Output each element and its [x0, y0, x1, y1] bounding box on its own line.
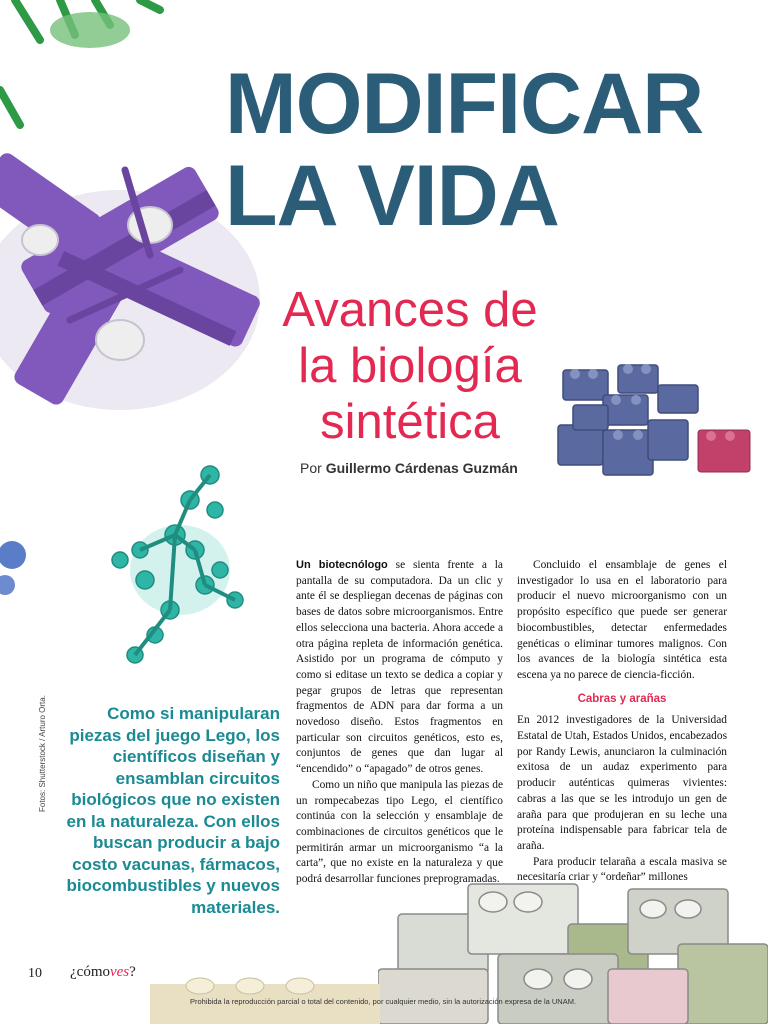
subtitle-line-3: sintética [320, 395, 500, 449]
byline-author: Guillermo Cárdenas Guzmán [325, 460, 518, 476]
pull-quote: Como si manipularan piezas del juego Lego, los científicos diseñan y ensamblan circuitos biológicos que no existen en la naturaleza. Con ellos buscan producir a bajo costo vacunas, fármacos, biocombustibles y nuevos materiales. [66, 704, 280, 917]
page-number: 10 [28, 966, 42, 981]
blue-bead-decoration [0, 535, 40, 605]
subtitle-line-2: la biología [298, 339, 522, 393]
magazine-suffix: ? [129, 964, 136, 980]
title-line-2: LA VIDA [225, 148, 559, 244]
paragraph-5: Para producir telaraña a escala masiva se necesitaría criar y “ordeñar” millones [517, 855, 727, 884]
body-column-1 [296, 558, 503, 888]
paragraph-4: En 2012 investigadores de la Universidad Estatal de Utah, Estados Unidos, encabezados por Randy Lewis, anunciaron la culminación exitosa de un audaz experimento para producir auténticas quimeras vivientes: cabras a las que se les introdujo un gen de araña para que produjeran en su leche una proteína indispensable para fabricar tela de araña. [517, 714, 727, 852]
photo-credit: Fotos: Shutterstock / Arturo Orta. [38, 695, 47, 812]
lead-in: Un biotecnólogo [296, 559, 388, 571]
teal-molecule-illustration [95, 450, 255, 680]
byline-prefix: Por [300, 460, 322, 476]
title-line-1: MODIFICAR [225, 56, 704, 152]
magazine-name [70, 964, 136, 981]
paragraph-2: Como un niño que manipula las piezas de un rompecabezas tipo Lego, el científico continúa con la selección y ensamblaje de combinaciones de circuitos genéticos que le permitirán armar un microorganismo “a la carta”, que no existe en la naturaleza y que podrá desarrollar funciones preprogramadas. [296, 778, 503, 886]
section-subhead: Cabras y arañas [577, 692, 667, 705]
byline [300, 460, 540, 476]
subtitle-line-1: Avances de [282, 283, 538, 337]
magazine-accent: ves [109, 964, 130, 980]
paragraph-3: Concluido el ensamblaje de genes el investigador lo usa en el laboratorio para producir el nuevo microorganismo con un propósito específico que puede ser generar biocombustibles, detectar enfermedades genéticas o eliminar tumores malignos. Con los avances de la biología sintética esta escena ya no parece de ciencia-ficción. [517, 559, 727, 681]
article-subtitle [240, 282, 580, 450]
paragraph-1-text: se sienta frente a la pantalla de su computadora. Da un clic y ante él se despliegan decenas de páginas con bases de datos sobre microorganismos. Entre ellos selecciona una bacteria. Ahora accede a otra página repleta de información genética. Asistido por un programa de cómputo y como si editase un texto se dedica a copiar y pegar grupos de letras que representan fragmentos de ADN para dar forma a un novedoso diseño. Estos fragmentos en particular son circuitos genéticos, esto es, conjuntos de genes que dan lugar al “encendido” o “apagado” de otros genes. [296, 559, 503, 776]
article-title [225, 58, 755, 242]
legal-notice: Prohibida la reproducción parcial o total del contenido, por cualquier medio, sin la autorización expresa de la UNAM. [190, 997, 577, 1006]
magazine-prefix: ¿cómo [70, 964, 110, 980]
paragraph-1 [296, 558, 503, 778]
cream-lego-bottom-left-illustration [120, 964, 380, 1024]
body-column-2 [517, 558, 727, 886]
